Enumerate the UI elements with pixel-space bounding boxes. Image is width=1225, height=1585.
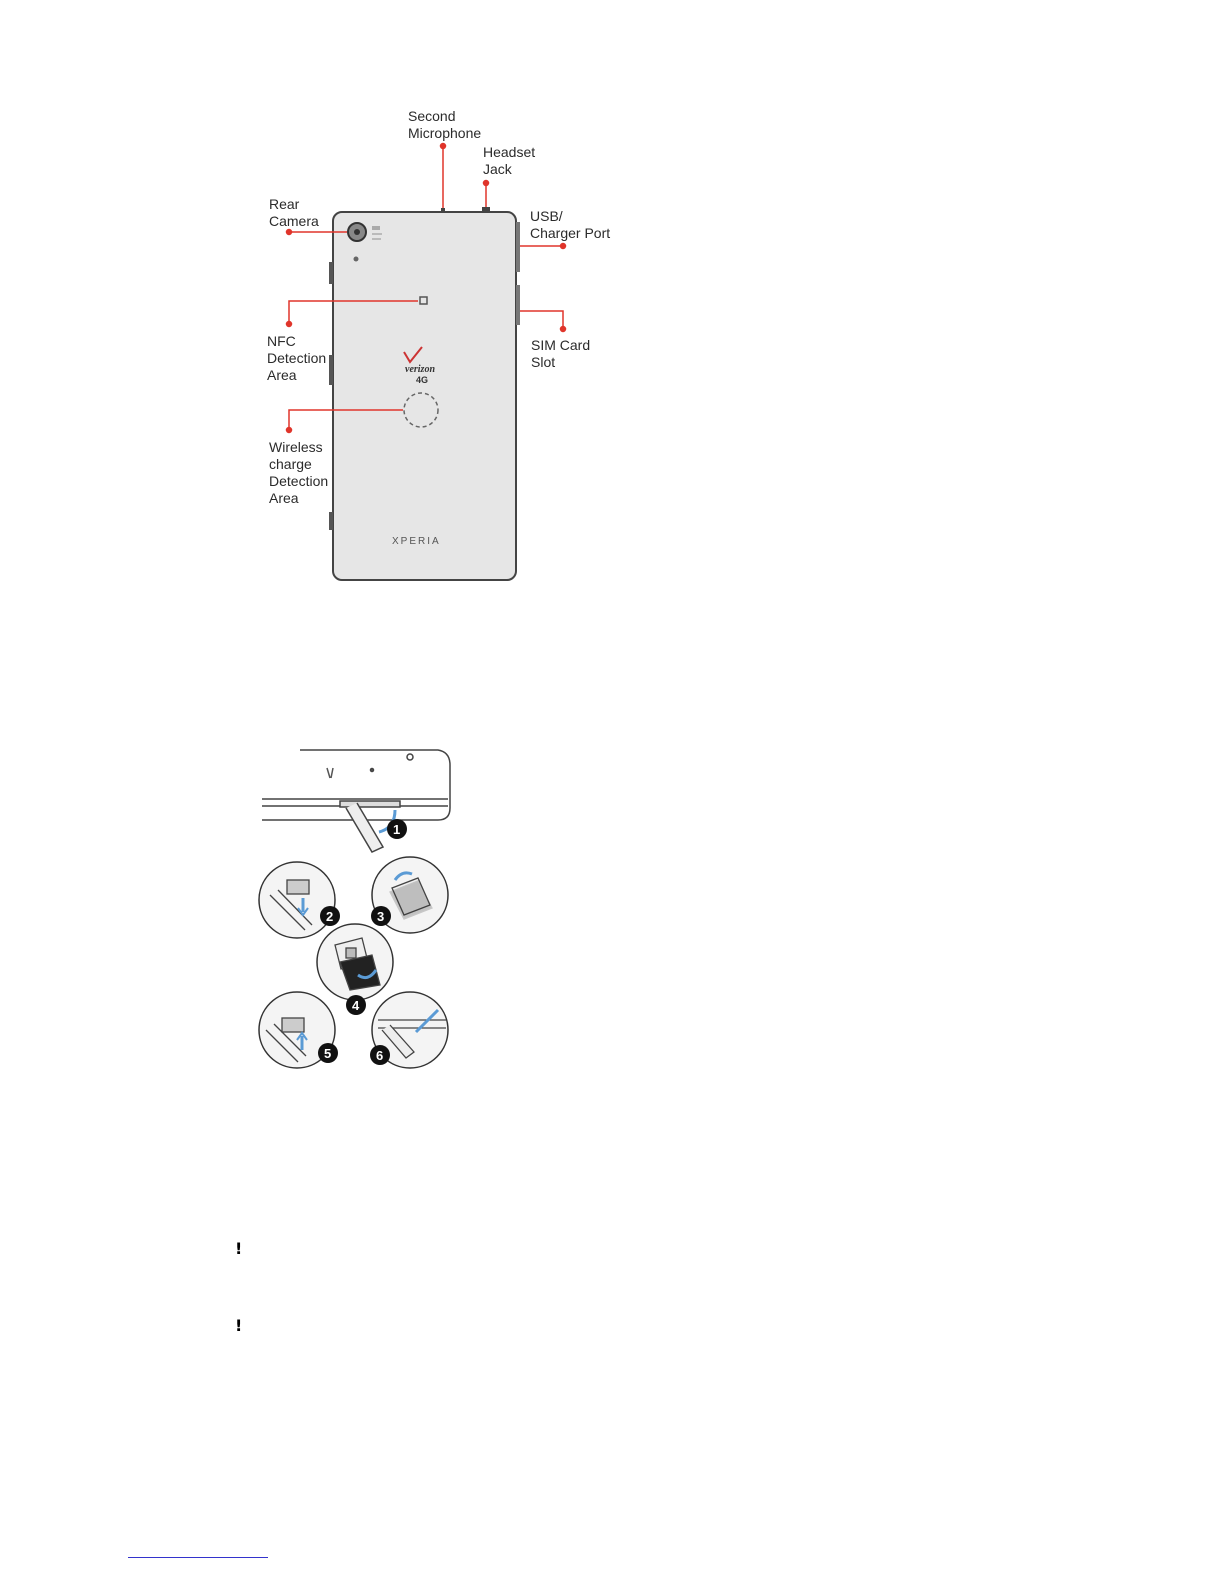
- label-wireless-charge-area: Wireless charge Detection Area: [269, 439, 329, 506]
- footer-link-underline[interactable]: [128, 1557, 268, 1558]
- label-nfc-detection-area: NFC Detection Area: [267, 333, 327, 383]
- step-number-2: 2: [326, 909, 334, 924]
- network-logo-text: 4G: [416, 375, 429, 385]
- step-number-4: 4: [352, 998, 360, 1013]
- exclamation-icon: !: [235, 1316, 243, 1335]
- step-1-phone-edge: [262, 750, 450, 852]
- step-number-5: 5: [324, 1046, 332, 1061]
- exclamation-icon: !: [235, 1239, 243, 1258]
- carrier-logo-text: verizon: [405, 364, 435, 375]
- brand-logo-text: XPERIA: [392, 536, 441, 547]
- label-sim-card-slot: SIM Card Slot: [531, 337, 591, 370]
- step-number-6: 6: [376, 1048, 384, 1063]
- step-number-3: 3: [377, 909, 385, 924]
- label-rear-camera: Rear Camera: [269, 196, 319, 229]
- label-headset-jack: Headset Jack: [483, 144, 536, 177]
- label-second-microphone: Second Microphone: [408, 108, 482, 141]
- label-usb-charger-port: USB/ Charger Port: [530, 208, 611, 241]
- step-number-1: 1: [393, 822, 401, 837]
